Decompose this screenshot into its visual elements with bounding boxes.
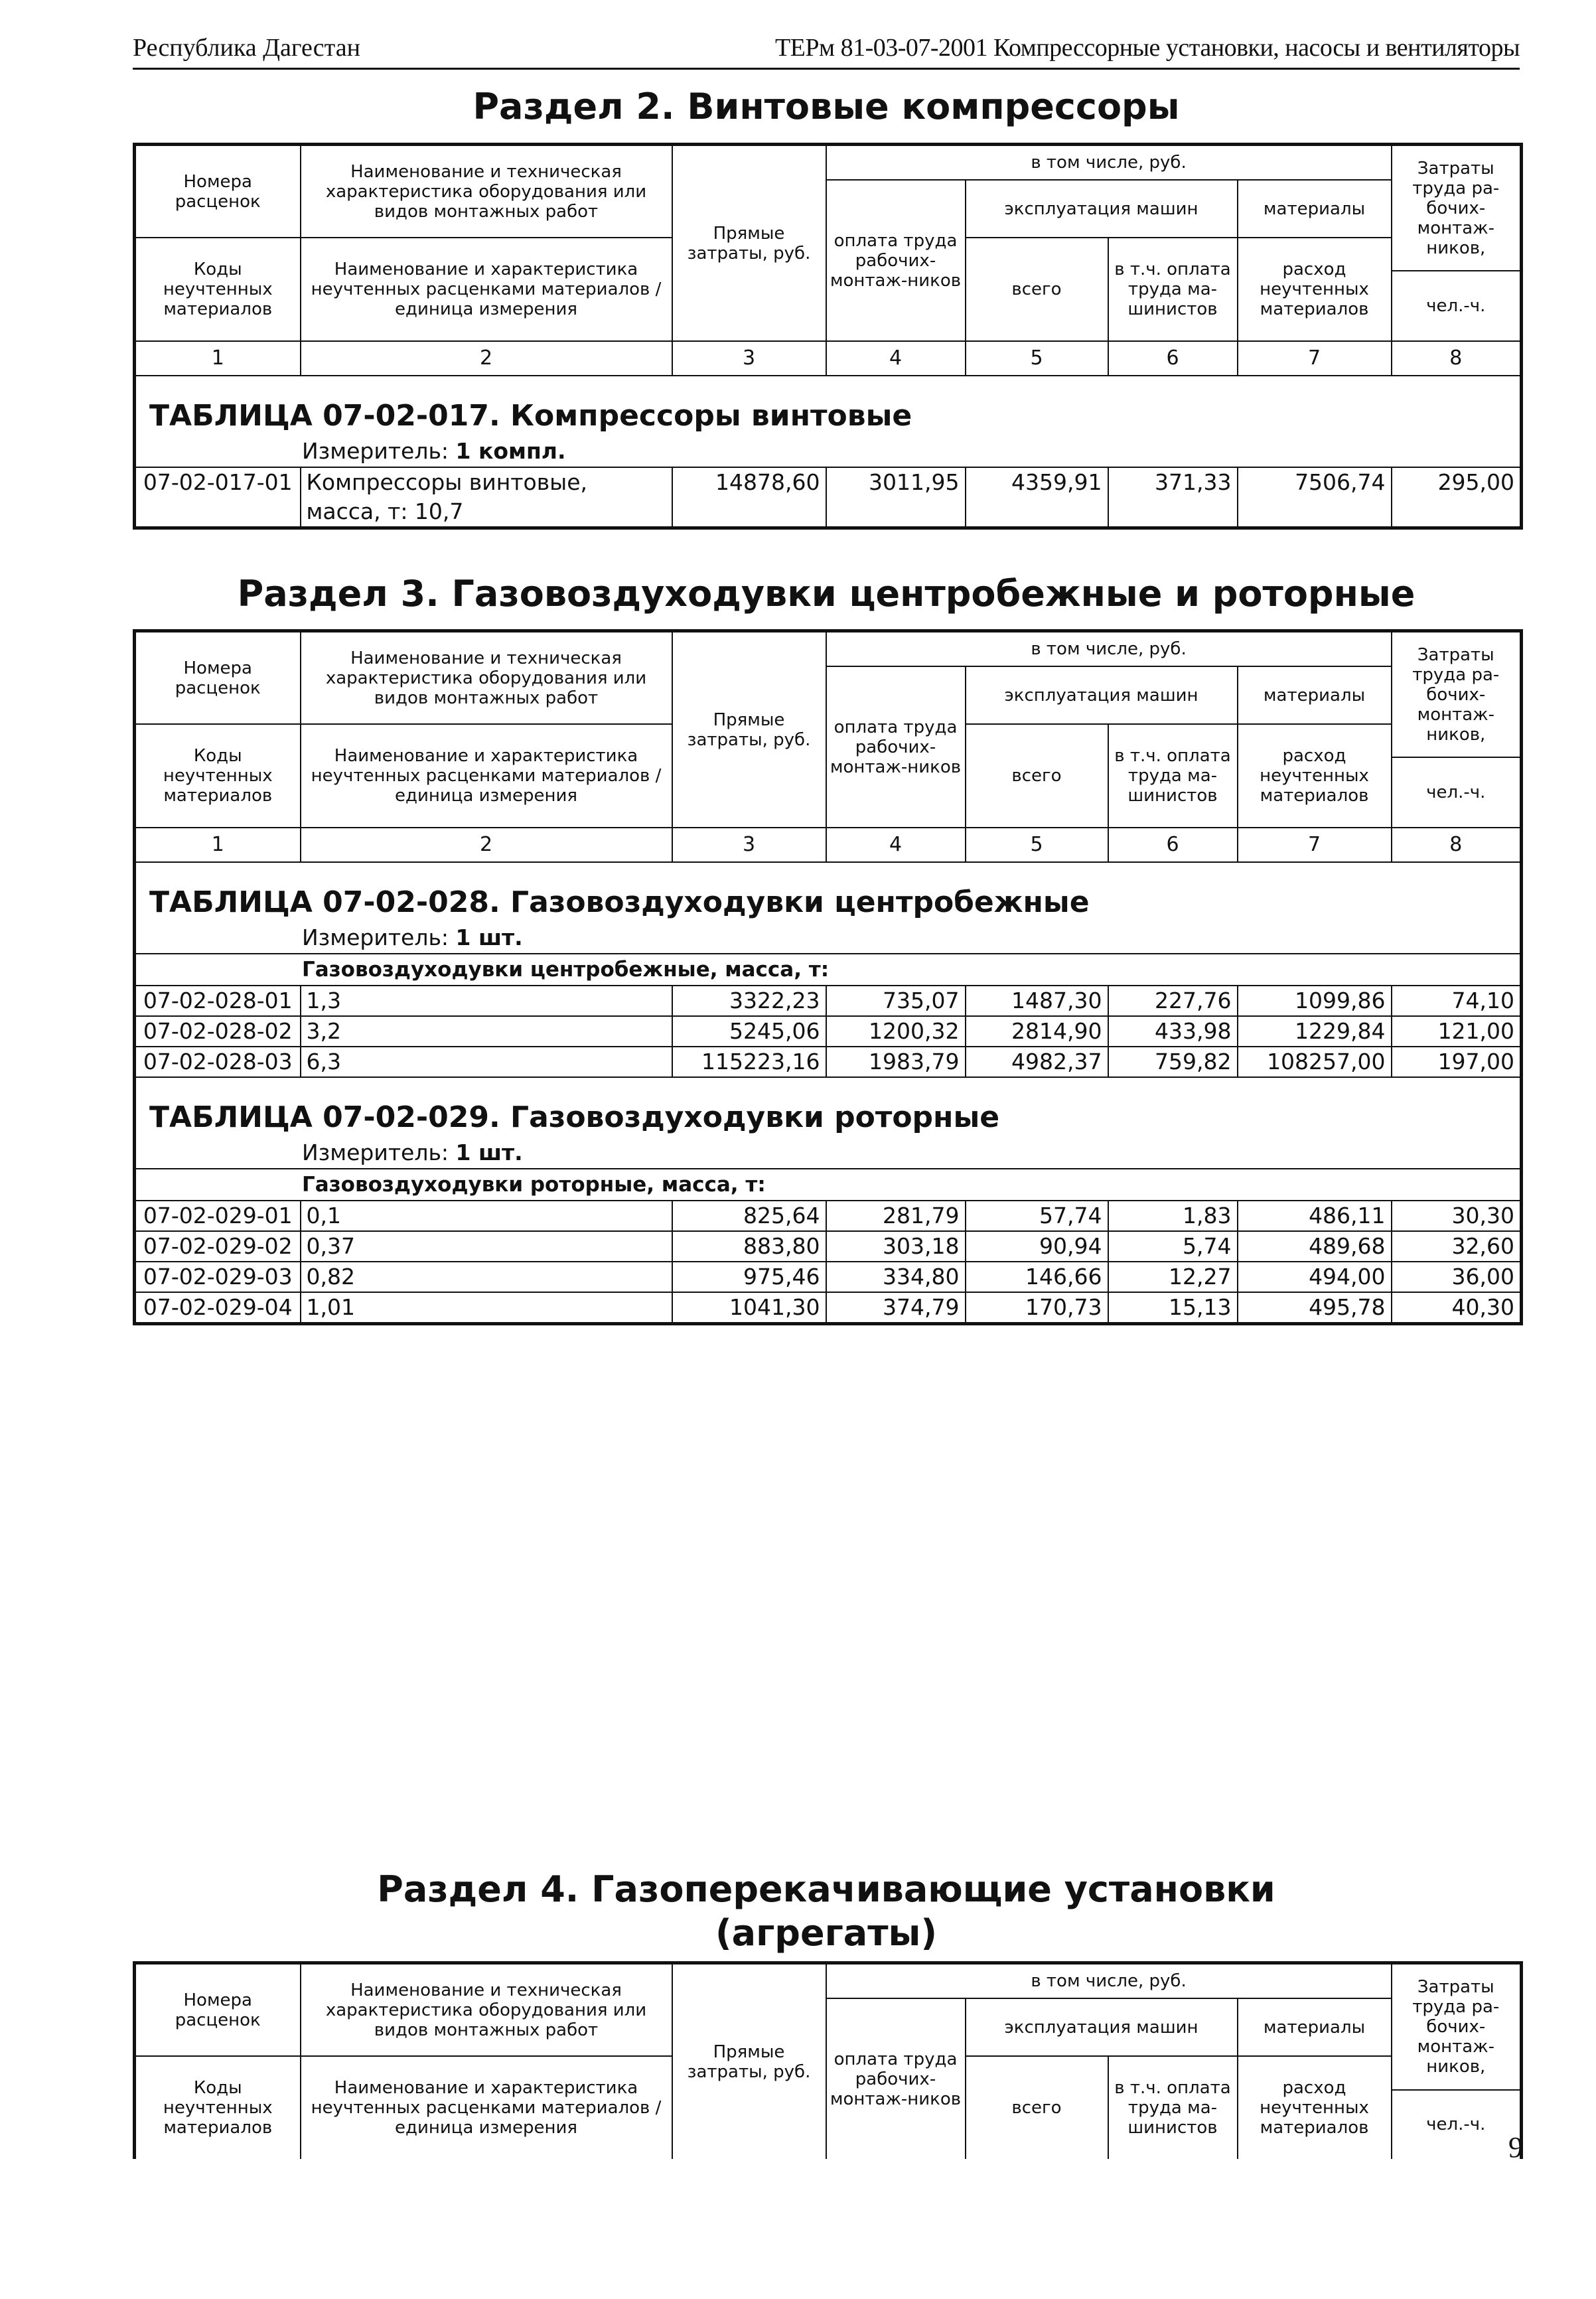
machine-cost: 2814,90	[966, 1016, 1108, 1047]
col-header-mach-total: всего	[966, 238, 1108, 341]
labor-hours: 121,00	[1392, 1016, 1522, 1047]
rate-name: 6,3	[301, 1047, 672, 1077]
table-measure: Измеритель: 1 компл.	[135, 436, 1522, 467]
rate-code: 07-02-017-01	[135, 467, 301, 528]
labor-hours: 40,30	[1392, 1292, 1522, 1324]
col-header-mat-codes: Коды неучтенных материалов	[135, 238, 301, 341]
col-header-labor: оплата труда рабочих-монтаж-ников	[826, 180, 966, 341]
col-header-direct: Прямые затраты, руб.	[672, 1963, 826, 2160]
col-header-incl: в том числе, руб.	[826, 1963, 1392, 1999]
table-row	[135, 1262, 1522, 1292]
labor-hours: 36,00	[1392, 1262, 1522, 1292]
materials-cost: 1099,86	[1238, 986, 1392, 1016]
col-header-labor: оплата труда рабочих-монтаж-ников	[826, 1998, 966, 2159]
table-row	[135, 467, 1522, 528]
machine-cost: 4982,37	[966, 1047, 1108, 1077]
labor-hours: 197,00	[1392, 1047, 1522, 1077]
col-header-mach-labor: в т.ч. оплата труда ма-шинистов	[1108, 238, 1238, 341]
col-header-hours: Затраты труда ра-бочих-монтаж-ников,	[1392, 145, 1522, 271]
direct-cost: 1041,30	[672, 1292, 826, 1324]
direct-cost: 975,46	[672, 1262, 826, 1292]
rate-name: Компрессоры винтовые, масса, т: 10,7	[301, 467, 672, 528]
rate-name: 3,2	[301, 1016, 672, 1047]
header-region: Республика Дагестан	[133, 34, 360, 62]
col-header-name: Наименование и техническая характеристика оборудования или видов монтажных работ	[301, 145, 672, 238]
col-header-hours: Затраты труда ра-бочих-монтаж-ников,	[1392, 631, 1522, 758]
materials-cost: 486,11	[1238, 1201, 1392, 1231]
materials-cost: 108257,00	[1238, 1047, 1392, 1077]
table-measure: Измеритель: 1 шт.	[135, 923, 1522, 954]
operator-cost: 5,74	[1108, 1231, 1238, 1262]
col-header-machines: эксплуатация машин	[966, 1998, 1238, 2056]
col-number: 4	[826, 341, 966, 376]
col-header-codes: Номера расценок	[135, 145, 301, 238]
operator-cost: 371,33	[1108, 467, 1238, 528]
col-number: 8	[1392, 828, 1522, 862]
machine-cost: 4359,91	[966, 467, 1108, 528]
table-row	[135, 1016, 1522, 1047]
rate-name: 0,82	[301, 1262, 672, 1292]
operator-cost: 1,83	[1108, 1201, 1238, 1231]
col-header-machines: эксплуатация машин	[966, 666, 1238, 724]
col-header-machines: эксплуатация машин	[966, 180, 1238, 238]
table-title: ТАБЛИЦА 07-02-029. Газовоздуходувки роторные	[135, 1077, 1522, 1138]
col-number: 8	[1392, 341, 1522, 376]
section-4-title	[133, 1868, 1520, 1955]
rate-name: 1,01	[301, 1292, 672, 1324]
rate-code: 07-02-029-02	[135, 1231, 301, 1262]
table-title: ТАБЛИЦА 07-02-017. Компрессоры винтовые	[135, 376, 1522, 436]
table-measure: Измеритель: 1 шт.	[135, 1138, 1522, 1169]
col-header-hours-unit: чел.-ч.	[1392, 757, 1522, 828]
rate-name: 0,37	[301, 1231, 672, 1262]
col-number: 6	[1108, 341, 1238, 376]
section-3-table	[133, 629, 1523, 1325]
col-header-incl: в том числе, руб.	[826, 145, 1392, 181]
table-row	[135, 1201, 1522, 1231]
table-title: ТАБЛИЦА 07-02-028. Газовоздуходувки центробежные	[135, 862, 1522, 923]
materials-cost: 495,78	[1238, 1292, 1392, 1324]
labor-cost: 334,80	[826, 1262, 966, 1292]
rate-code: 07-02-028-03	[135, 1047, 301, 1077]
col-header-mach-labor: в т.ч. оплата труда ма-шинистов	[1108, 2056, 1238, 2159]
labor-cost: 303,18	[826, 1231, 966, 1262]
rate-code: 07-02-029-01	[135, 1201, 301, 1231]
col-header-mat-codes: Коды неучтенных материалов	[135, 2056, 301, 2159]
col-header-hours-unit: чел.-ч.	[1392, 2090, 1522, 2159]
operator-cost: 15,13	[1108, 1292, 1238, 1324]
col-header-codes: Номера расценок	[135, 631, 301, 725]
labor-hours: 32,60	[1392, 1231, 1522, 1262]
col-header-mat-usage: расход неучтенных материалов	[1238, 238, 1392, 341]
machine-cost: 1487,30	[966, 986, 1108, 1016]
operator-cost: 12,27	[1108, 1262, 1238, 1292]
labor-cost: 735,07	[826, 986, 966, 1016]
col-header-materials: материалы	[1238, 666, 1392, 724]
machine-cost: 146,66	[966, 1262, 1108, 1292]
table-row	[135, 1292, 1522, 1324]
col-number: 7	[1238, 341, 1392, 376]
col-header-mat-name: Наименование и характеристика неучтенных расценками материалов / единица измерения	[301, 238, 672, 341]
machine-cost: 90,94	[966, 1231, 1108, 1262]
machine-cost: 57,74	[966, 1201, 1108, 1231]
col-header-mach-total: всего	[966, 724, 1108, 828]
col-number: 6	[1108, 828, 1238, 862]
rate-name: 0,1	[301, 1201, 672, 1231]
operator-cost: 759,82	[1108, 1047, 1238, 1077]
col-number: 5	[966, 828, 1108, 862]
col-number: 1	[135, 828, 301, 862]
labor-hours: 74,10	[1392, 986, 1522, 1016]
table-group-label: Газовоздуходувки центробежные, масса, т:	[135, 954, 1522, 986]
col-number: 1	[135, 341, 301, 376]
labor-cost: 3011,95	[826, 467, 966, 528]
rate-code: 07-02-029-04	[135, 1292, 301, 1324]
col-header-direct: Прямые затраты, руб.	[672, 631, 826, 828]
col-header-hours-unit: чел.-ч.	[1392, 271, 1522, 341]
col-number: 2	[301, 828, 672, 862]
col-header-mat-name: Наименование и характеристика неучтенных расценками материалов / единица измерения	[301, 724, 672, 828]
col-number: 3	[672, 341, 826, 376]
materials-cost: 494,00	[1238, 1262, 1392, 1292]
section-2-title: Раздел 2. Винтовые компрессоры	[472, 86, 1180, 127]
col-header-direct: Прямые затраты, руб.	[672, 145, 826, 342]
rate-code: 07-02-028-01	[135, 986, 301, 1016]
machine-cost: 170,73	[966, 1292, 1108, 1324]
header-document-title: ТЕРм 81-03-07-2001 Компрессорные установки, насосы и вентиляторы	[774, 34, 1520, 62]
col-number: 7	[1238, 828, 1392, 862]
materials-cost: 1229,84	[1238, 1016, 1392, 1047]
section-3-title: Раздел 3. Газовоздуходувки центробежные и роторные	[237, 573, 1415, 615]
labor-cost: 281,79	[826, 1201, 966, 1231]
col-header-incl: в том числе, руб.	[826, 631, 1392, 667]
direct-cost: 14878,60	[672, 467, 826, 528]
labor-cost: 1200,32	[826, 1016, 966, 1047]
section-4-title-line1: Раздел 4. Газоперекачивающие установки	[377, 1868, 1275, 1910]
table-row	[135, 986, 1522, 1016]
page-number: 9	[1508, 2131, 1523, 2164]
section-4-title-line2: (агрегаты)	[715, 1912, 938, 1954]
labor-cost: 1983,79	[826, 1047, 966, 1077]
col-header-mach-total: всего	[966, 2056, 1108, 2159]
table-row	[135, 1231, 1522, 1262]
labor-hours: 30,30	[1392, 1201, 1522, 1231]
col-header-mat-codes: Коды неучтенных материалов	[135, 724, 301, 828]
section-4-table	[133, 1961, 1523, 2159]
col-number: 5	[966, 341, 1108, 376]
col-header-hours: Затраты труда ра-бочих-монтаж-ников,	[1392, 1963, 1522, 2090]
table-group-label: Газовоздуходувки роторные, масса, т:	[135, 1169, 1522, 1201]
col-header-mat-name: Наименование и характеристика неучтенных расценками материалов / единица измерения	[301, 2056, 672, 2159]
labor-cost: 374,79	[826, 1292, 966, 1324]
operator-cost: 227,76	[1108, 986, 1238, 1016]
direct-cost: 883,80	[672, 1231, 826, 1262]
rate-code: 07-02-028-02	[135, 1016, 301, 1047]
rate-name: 1,3	[301, 986, 672, 1016]
direct-cost: 3322,23	[672, 986, 826, 1016]
col-header-name: Наименование и техническая характеристика оборудования или видов монтажных работ	[301, 1963, 672, 2057]
col-header-mat-usage: расход неучтенных материалов	[1238, 724, 1392, 828]
table-row	[135, 1047, 1522, 1077]
col-header-mach-labor: в т.ч. оплата труда ма-шинистов	[1108, 724, 1238, 828]
col-number: 3	[672, 828, 826, 862]
direct-cost: 5245,06	[672, 1016, 826, 1047]
section-2-table	[133, 143, 1523, 530]
materials-cost: 489,68	[1238, 1231, 1392, 1262]
col-header-name: Наименование и техническая характеристика оборудования или видов монтажных работ	[301, 631, 672, 725]
rate-code: 07-02-029-03	[135, 1262, 301, 1292]
col-header-codes: Номера расценок	[135, 1963, 301, 2057]
col-number: 4	[826, 828, 966, 862]
direct-cost: 825,64	[672, 1201, 826, 1231]
col-header-materials: материалы	[1238, 1998, 1392, 2056]
operator-cost: 433,98	[1108, 1016, 1238, 1047]
col-header-materials: материалы	[1238, 180, 1392, 238]
col-number: 2	[301, 341, 672, 376]
col-header-mat-usage: расход неучтенных материалов	[1238, 2056, 1392, 2159]
labor-hours: 295,00	[1392, 467, 1522, 528]
page-header	[133, 28, 1520, 70]
col-header-labor: оплата труда рабочих-монтаж-ников	[826, 666, 966, 828]
direct-cost: 115223,16	[672, 1047, 826, 1077]
materials-cost: 7506,74	[1238, 467, 1392, 528]
